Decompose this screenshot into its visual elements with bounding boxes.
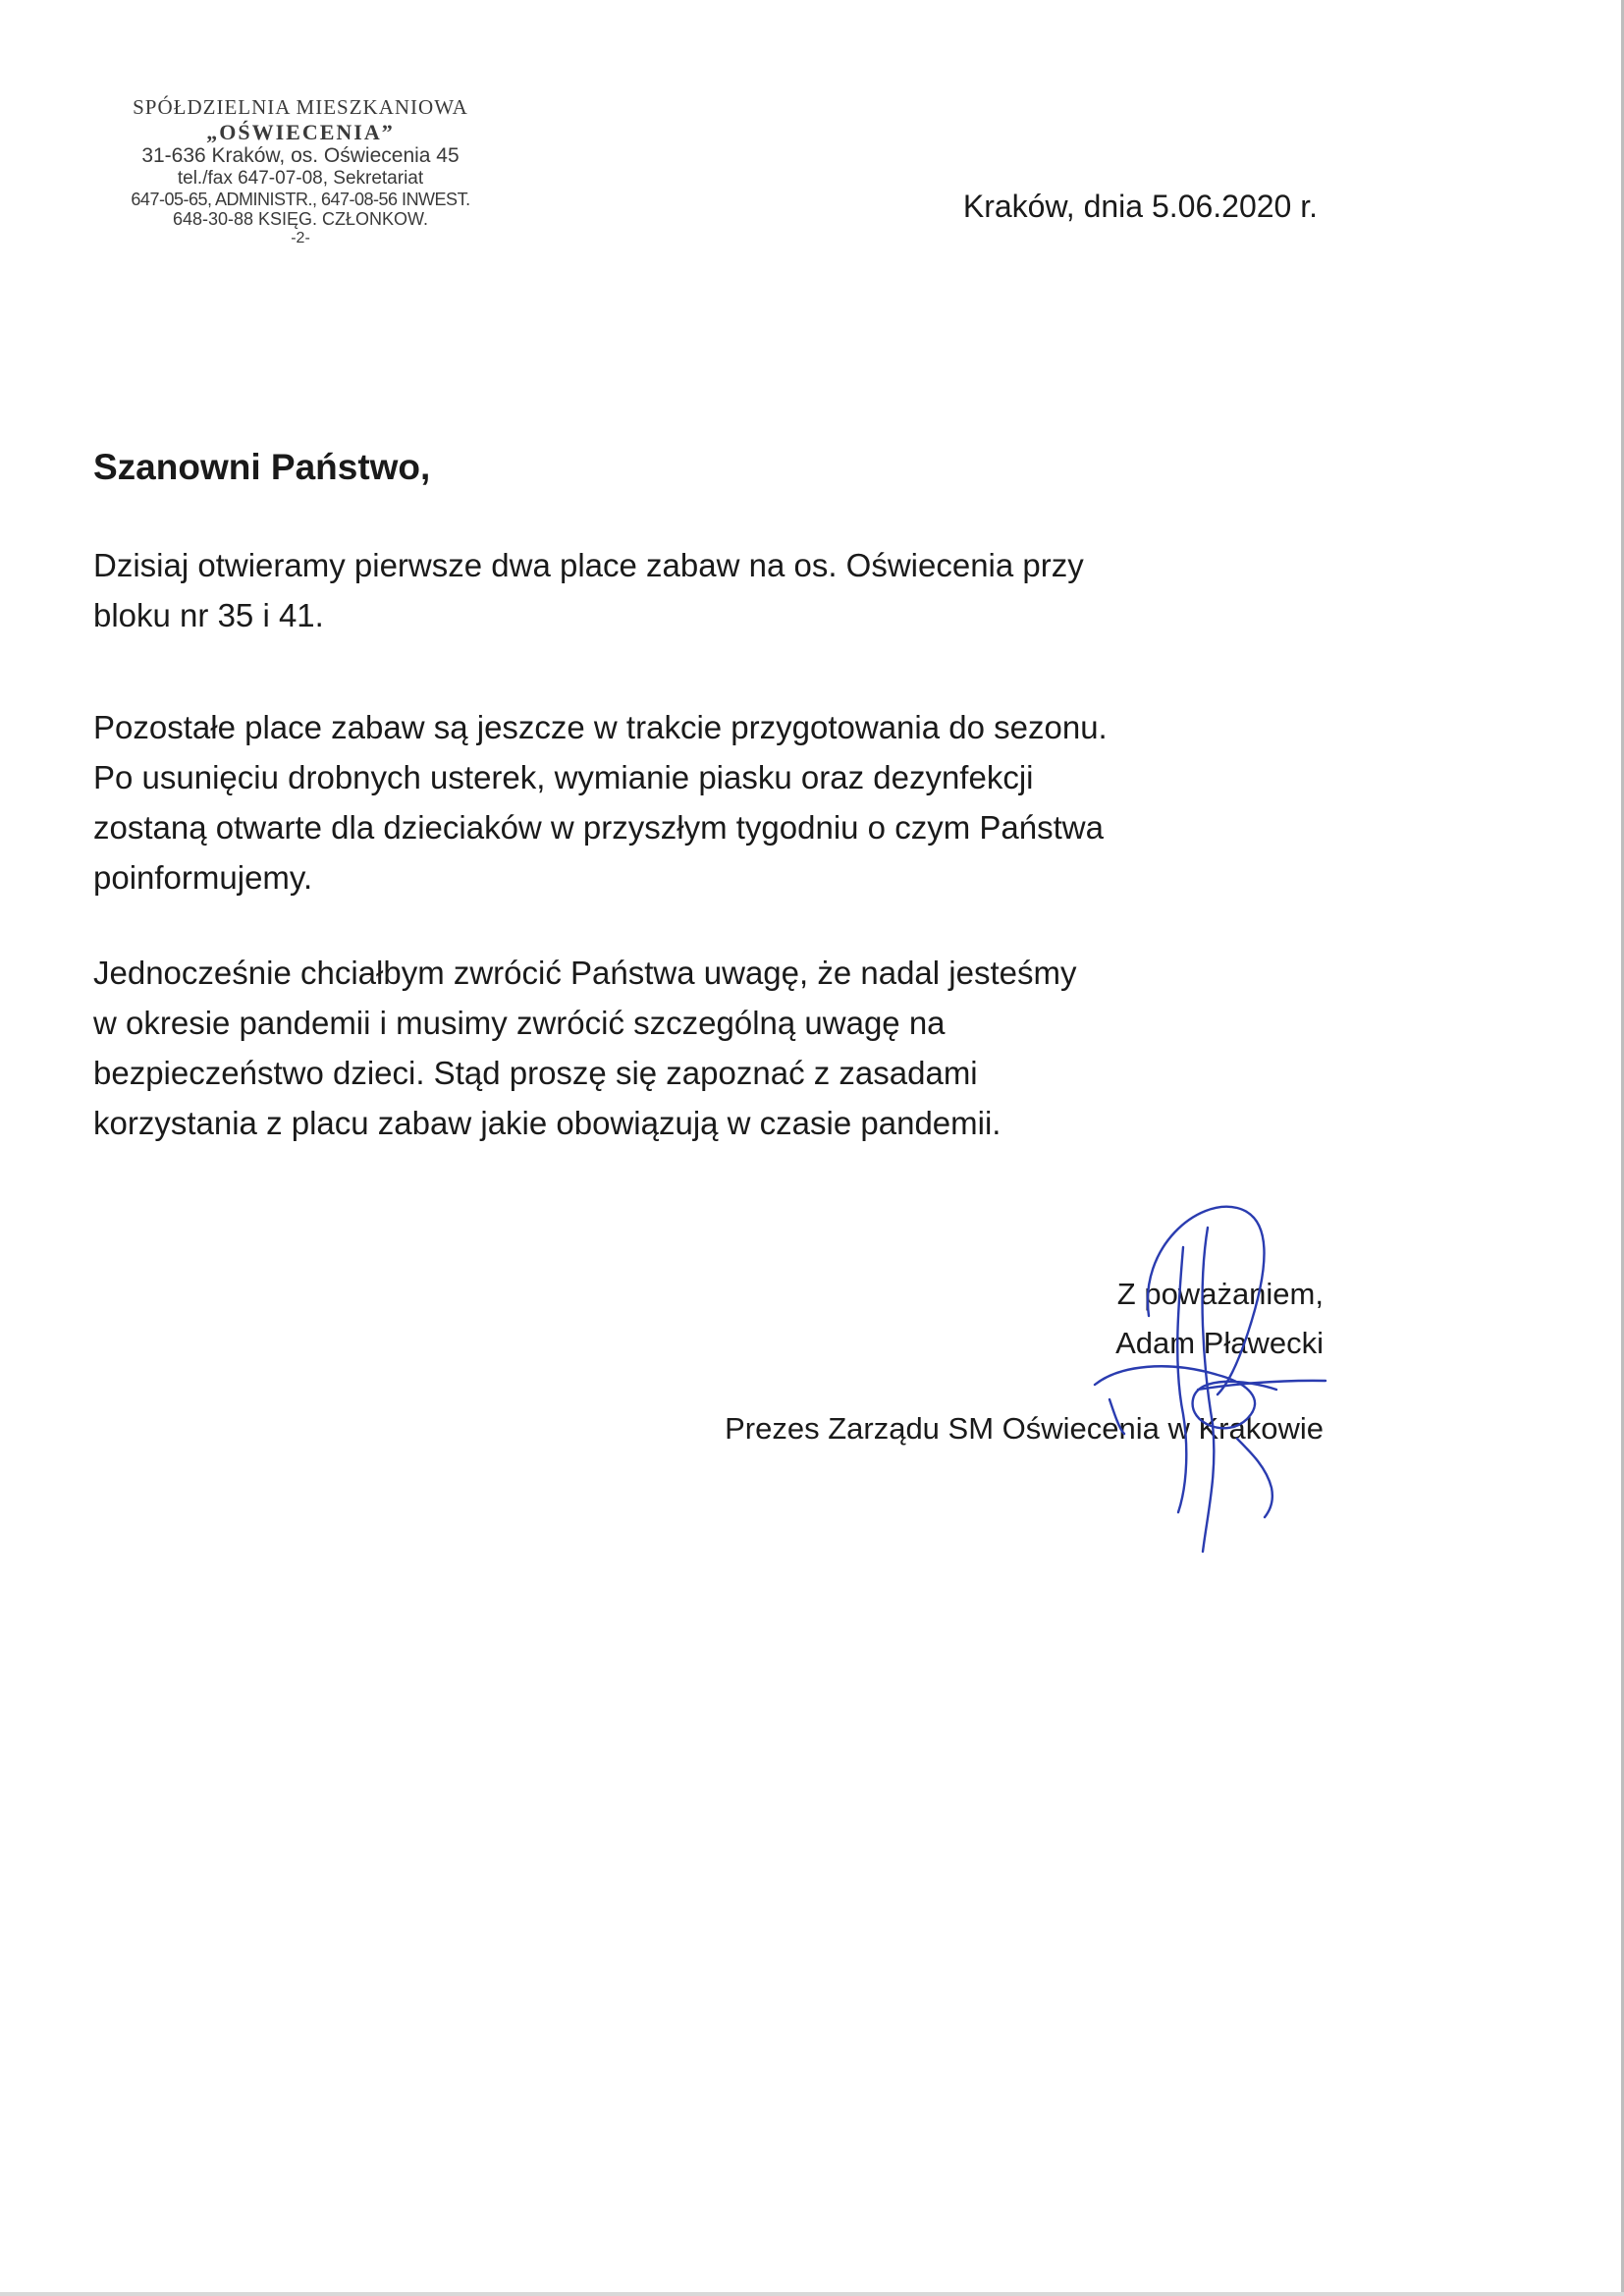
stamp-line-departments: 647-05-65, ADMINISTR., 647-08-56 INWEST. bbox=[131, 189, 470, 209]
signatory-position: Prezes Zarządu SM Oświecenia w Krakowie bbox=[725, 1411, 1324, 1446]
paragraph-line: bloku nr 35 i 41. bbox=[93, 597, 324, 633]
stamp-line-phone: tel./fax 647-07-08, Sekretariat bbox=[177, 167, 424, 189]
paragraph-line: Pozostałe place zabaw są jeszcze w trakcie przygotowania do sezonu. bbox=[93, 709, 1108, 745]
paragraph-1 bbox=[93, 540, 1319, 640]
paragraph-line: poinformujemy. bbox=[93, 859, 313, 896]
closing-phrase: Z poważaniem, bbox=[1116, 1277, 1324, 1311]
paragraph-line: zostaną otwarte dla dzieciaków w przyszłym tygodniu o czym Państwa bbox=[93, 809, 1104, 846]
paragraph-line: Po usunięciu drobnych usterek, wymianie piasku oraz dezynfekcji bbox=[93, 759, 1034, 795]
handwritten-signature-icon bbox=[1080, 1188, 1335, 1561]
stamp-line-accounting: 648-30-88 KSIĘG. CZŁONKOW. bbox=[172, 209, 429, 230]
stamp-line-number: -2- bbox=[291, 229, 310, 246]
letter-date: Kraków, dnia 5.06.2020 r. bbox=[962, 189, 1318, 224]
signatory-name: Adam Pławecki bbox=[1115, 1326, 1324, 1360]
paragraph-2 bbox=[93, 702, 1319, 902]
paragraph-3 bbox=[93, 948, 1319, 1148]
scan-edge-bottom bbox=[0, 2292, 1624, 2296]
stamp-line-address: 31-636 Kraków, os. Oświecenia 45 bbox=[141, 144, 460, 168]
paragraph-line: bezpieczeństwo dzieci. Stąd proszę się zapoznać z zasadami bbox=[93, 1055, 978, 1091]
cooperative-stamp bbox=[106, 96, 495, 247]
paragraph-line: korzystania z placu zabaw jakie obowiązują w czasie pandemii. bbox=[93, 1105, 1001, 1141]
stamp-line-name: SPÓŁDZIELNIA MIESZKANIOWA bbox=[133, 95, 468, 119]
paragraph-line: Jednocześnie chciałbym zwrócić Państwa uwagę, że nadal jesteśmy bbox=[93, 955, 1077, 991]
salutation: Szanowni Państwo, bbox=[93, 447, 431, 487]
paragraph-line: w okresie pandemii i musimy zwrócić szczególną uwagę na bbox=[93, 1005, 946, 1041]
paragraph-line: Dzisiaj otwieramy pierwsze dwa place zabaw na os. Oświecenia przy bbox=[93, 547, 1084, 583]
stamp-line-quoted-name: „OŚWIECENIA” bbox=[206, 119, 395, 144]
